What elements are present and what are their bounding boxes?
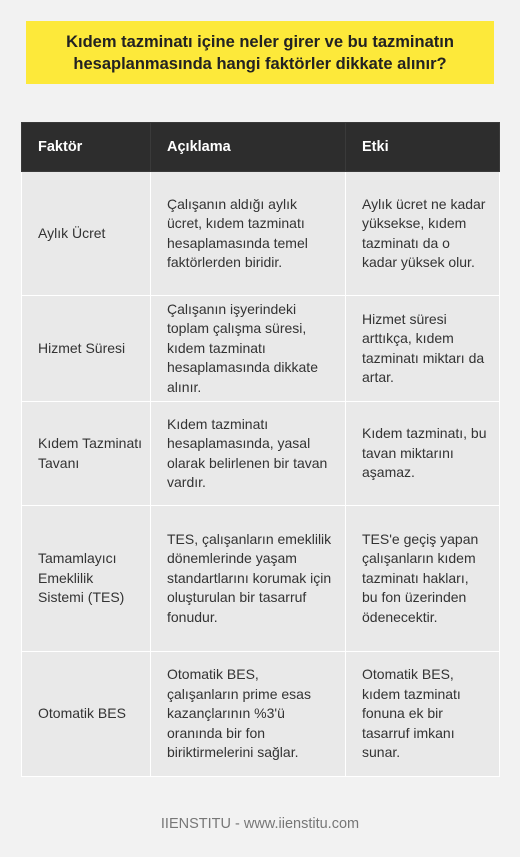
description-cell: Çalışanın işyerindeki toplam çalışma süresi, kıdem tazminatı hesaplamasında dikkate alınır. (151, 296, 346, 402)
description-cell: Otomatik BES, çalışanların prime esas kazançlarının %3'ü oranında bir fon biriktirmelerini sağlar. (151, 652, 346, 777)
page-title: Kıdem tazminatı içine neler girer ve bu tazminatın hesaplanmasında hangi faktörler dikkate alınır? (66, 32, 454, 73)
table-row (22, 506, 500, 652)
table-row (22, 402, 500, 506)
factor-cell: Hizmet Süresi (22, 296, 151, 402)
header-description: Açıklama (151, 123, 346, 172)
factors-table (21, 122, 500, 777)
effect-cell: Aylık ücret ne kadar yüksekse, kıdem tazminatı da o kadar yüksek olur. (346, 172, 500, 296)
description-cell: Kıdem tazminatı hesaplamasında, yasal olarak belirlenen bir tavan vardır. (151, 402, 346, 506)
title-banner (26, 21, 494, 84)
header-effect: Etki (346, 123, 500, 172)
table-row (22, 296, 500, 402)
effect-cell: Otomatik BES, kıdem tazminatı fonuna ek bir tasarruf imkanı sunar. (346, 652, 500, 777)
footer-credit: IIENSTITU - www.iienstitu.com (160, 816, 360, 832)
description-cell: TES, çalışanların emeklilik dönemlerinde yaşam standartlarını korumak için oluşturulan bir tasarruf fonudur. (151, 506, 346, 652)
table-row (22, 172, 500, 296)
table-header-row (22, 123, 500, 172)
factor-cell: Kıdem Tazminatı Tavanı (22, 402, 151, 506)
effect-cell: TES'e geçiş yapan çalışanların kıdem tazminatı hakları, bu fon üzerinden ödenecektir. (346, 506, 500, 652)
effect-cell: Kıdem tazminatı, bu tavan miktarını aşamaz. (346, 402, 500, 506)
effect-cell: Hizmet süresi arttıkça, kıdem tazminatı miktarı da artar. (346, 296, 500, 402)
description-cell: Çalışanın aldığı aylık ücret, kıdem tazminatı hesaplamasında temel faktörlerden biridir. (151, 172, 346, 296)
factor-cell: Otomatik BES (22, 652, 151, 777)
factor-cell: Tamamlayıcı Emeklilik Sistemi (TES) (22, 506, 151, 652)
table-row (22, 652, 500, 777)
header-factor: Faktör (22, 123, 151, 172)
factor-cell: Aylık Ücret (22, 172, 151, 296)
